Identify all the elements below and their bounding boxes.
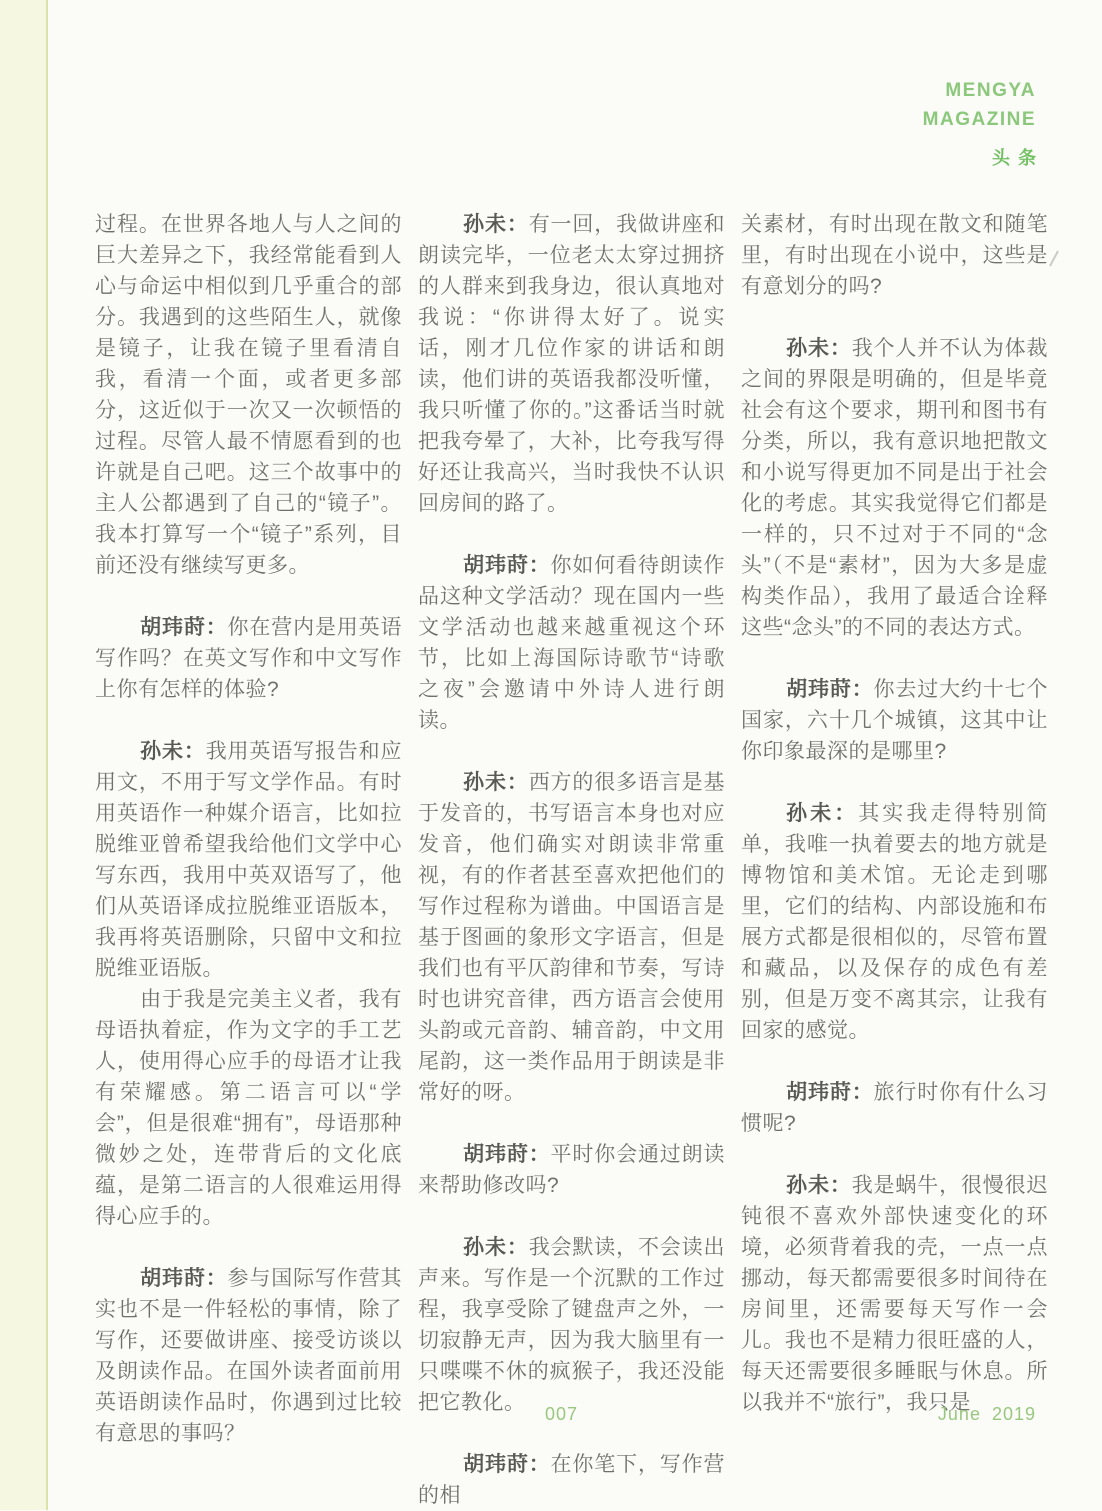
dialogue-paragraph: 胡玮莳：旅行时你有什么习惯呢?: [741, 1081, 1049, 1135]
speaker-name: 孙未：: [786, 802, 859, 825]
dialogue-paragraph: 孙未：我用英语写报告和应用文，不用于写文学作品。有时用英语作一种媒介语言，比如拉脱维亚曾希望我给他们文学中心写东西，我用中英双语写了，他们从英语译成拉脱维亚语版本，我再将英语删除，只留中文和拉脱维亚语版。: [95, 740, 403, 980]
dialogue-paragraph: 孙未：我会默读，不会读出声来。写作是一个沉默的工作过程，我享受除了键盘声之外，一切寂静无声，因为我大脑里有一只喋喋不休的疯猴子，我还没能把它教化。: [418, 1236, 726, 1414]
dialogue-paragraph: 孙未：西方的很多语言是基于发音的，书写语言本身也对应发音，他们确实对朗读非常重视，有的作者甚至喜欢把他们的写作过程称为谱曲。中国语言是基于图画的象形文字语言，但是我们也有平仄韵律和节奏，写诗时也讲究音律，西方语言会使用头韵或元音韵、辅音韵，中文用尾韵，这一类作品用于朗读是非常好的呀。: [418, 771, 726, 1104]
speaker-name: 胡玮莳：: [786, 678, 874, 701]
speaker-name: 孙未：: [786, 337, 852, 360]
magazine-logo-line2: MAGAZINE: [922, 109, 1036, 130]
magazine-logo-line1: MENGYA: [945, 80, 1036, 101]
text-column: [418, 209, 725, 1511]
dialogue-paragraph: 孙未：我个人并不认为体裁之间的界限是明确的，但是毕竟社会有这个要求，期刊和图书有分类，所以，我有意识地把散文和小说写得更加不同是出于社会化的考虑。其实我觉得它们都是一样的，只不过对于不同的“念头”（不是“素材”，因为大多是虚构类作品），我用了最适合诠释这些“念头”的不同的表达方式。: [741, 337, 1049, 639]
speaker-name: 胡玮莳：: [140, 616, 228, 639]
page-edge-strip: [0, 0, 48, 1510]
speaker-name: 胡玮莳：: [140, 1267, 228, 1290]
speaker-name: 胡玮莳：: [463, 554, 551, 577]
text-column: [741, 209, 1048, 1418]
speaker-name: 胡玮莳：: [786, 1081, 874, 1104]
body-paragraph: 关素材，有时出现在散文和随笔里，有时出现在小说中，这些是有意划分的吗?: [741, 213, 1048, 298]
section-label: 头条: [992, 148, 1044, 168]
dialogue-paragraph: 胡玮莳：你如何看待朗读作品这种文学活动？现在国内一些文学活动也越来越重视这个环节，比如上海国际诗歌节“诗歌之夜”会邀请中外诗人进行朗读。: [418, 554, 726, 732]
speaker-name: 孙未：: [140, 740, 206, 763]
speaker-name: 孙未：: [463, 771, 529, 794]
page-number: 007: [545, 1404, 579, 1424]
speaker-name: 孙未：: [463, 1236, 529, 1259]
magazine-logo: [923, 76, 1036, 134]
body-paragraph: 由于我是完美主义者，我有母语执着症，作为文字的手工艺人，使用得心应手的母语才让我有荣耀感。第二语言可以“学会”，但是很难“拥有”，母语那种微妙之处，连带背后的文化底蕴，是第二语言的人很难运用得得心应手的。: [95, 988, 402, 1228]
dialogue-paragraph: 孙未：我是蜗牛，很慢很迟钝很不喜欢外部快速变化的环境，必须背着我的壳，一点一点挪动，每天都需要很多时间待在房间里，还需要每天写作一会儿。我也不是精力很旺盛的人，每天还需要很多睡眠与休息。所以我并不“旅行”，我只是: [741, 1174, 1049, 1414]
dialogue-paragraph: 孙未：有一回，我做讲座和朗读完毕，一位老太太穿过拥挤的人群来到我身边，很认真地对我说：“你讲得太好了。说实话，刚才几位作家的讲话和朗读，他们讲的英语我都没听懂，我只听懂了你的。”这番话当时就把我夸晕了，大补，比夸我写得好还让我高兴，当时我快不认识回房间的路了。: [418, 213, 726, 515]
speaker-name: 胡玮莳：: [463, 1453, 551, 1476]
issue-date: June 2019: [937, 1404, 1036, 1424]
dialogue-paragraph: 孙未：其实我走得特别简单，我唯一执着要去的地方就是博物馆和美术馆。无论走到哪里，它们的结构、内部设施和布展方式都是很相似的，尽管布置和藏品，以及保存的成色有差别，但是万变不离其宗，让我有回家的感觉。: [741, 802, 1049, 1042]
speaker-name: 胡玮莳：: [463, 1143, 551, 1166]
dialogue-paragraph: 胡玮莳：你去过大约十七个国家，六十几个城镇，这其中让你印象最深的是哪里?: [741, 678, 1049, 763]
dialogue-paragraph: 胡玮莳：在你笔下，写作营的相: [418, 1453, 726, 1507]
speaker-name: 孙未：: [786, 1174, 852, 1197]
body-paragraph: 过程。在世界各地人与人之间的巨大差异之下，我经常能看到人心与命运中相似到几乎重合的部分。我遇到的这些陌生人，就像是镜子，让我在镜子里看清自我，看清一个面，或者更多部分，这近似于一次又一次顿悟的过程。尽管人最不情愿看到的也许就是自己吧。这三个故事中的主人公都遇到了自己的“镜子”。我本打算写一个“镜子”系列，目前还没有继续写更多。: [95, 213, 402, 577]
scan-artifact-mark: [1049, 251, 1059, 267]
dialogue-paragraph: 胡玮莳：平时你会通过朗读来帮助修改吗?: [418, 1143, 726, 1197]
speaker-name: 孙未：: [463, 213, 529, 236]
article-columns: [95, 209, 1048, 1511]
dialogue-paragraph: 胡玮莳：你在营内是用英语写作吗？在英文写作和中文写作上你有怎样的体验?: [95, 616, 403, 701]
text-column: [95, 209, 402, 1449]
dialogue-paragraph: 胡玮莳：参与国际写作营其实也不是一件轻松的事情，除了写作，还要做讲座、接受访谈以及朗读作品。在国外读者面前用英语朗读作品时，你遇到过比较有意思的事吗？: [95, 1267, 403, 1445]
